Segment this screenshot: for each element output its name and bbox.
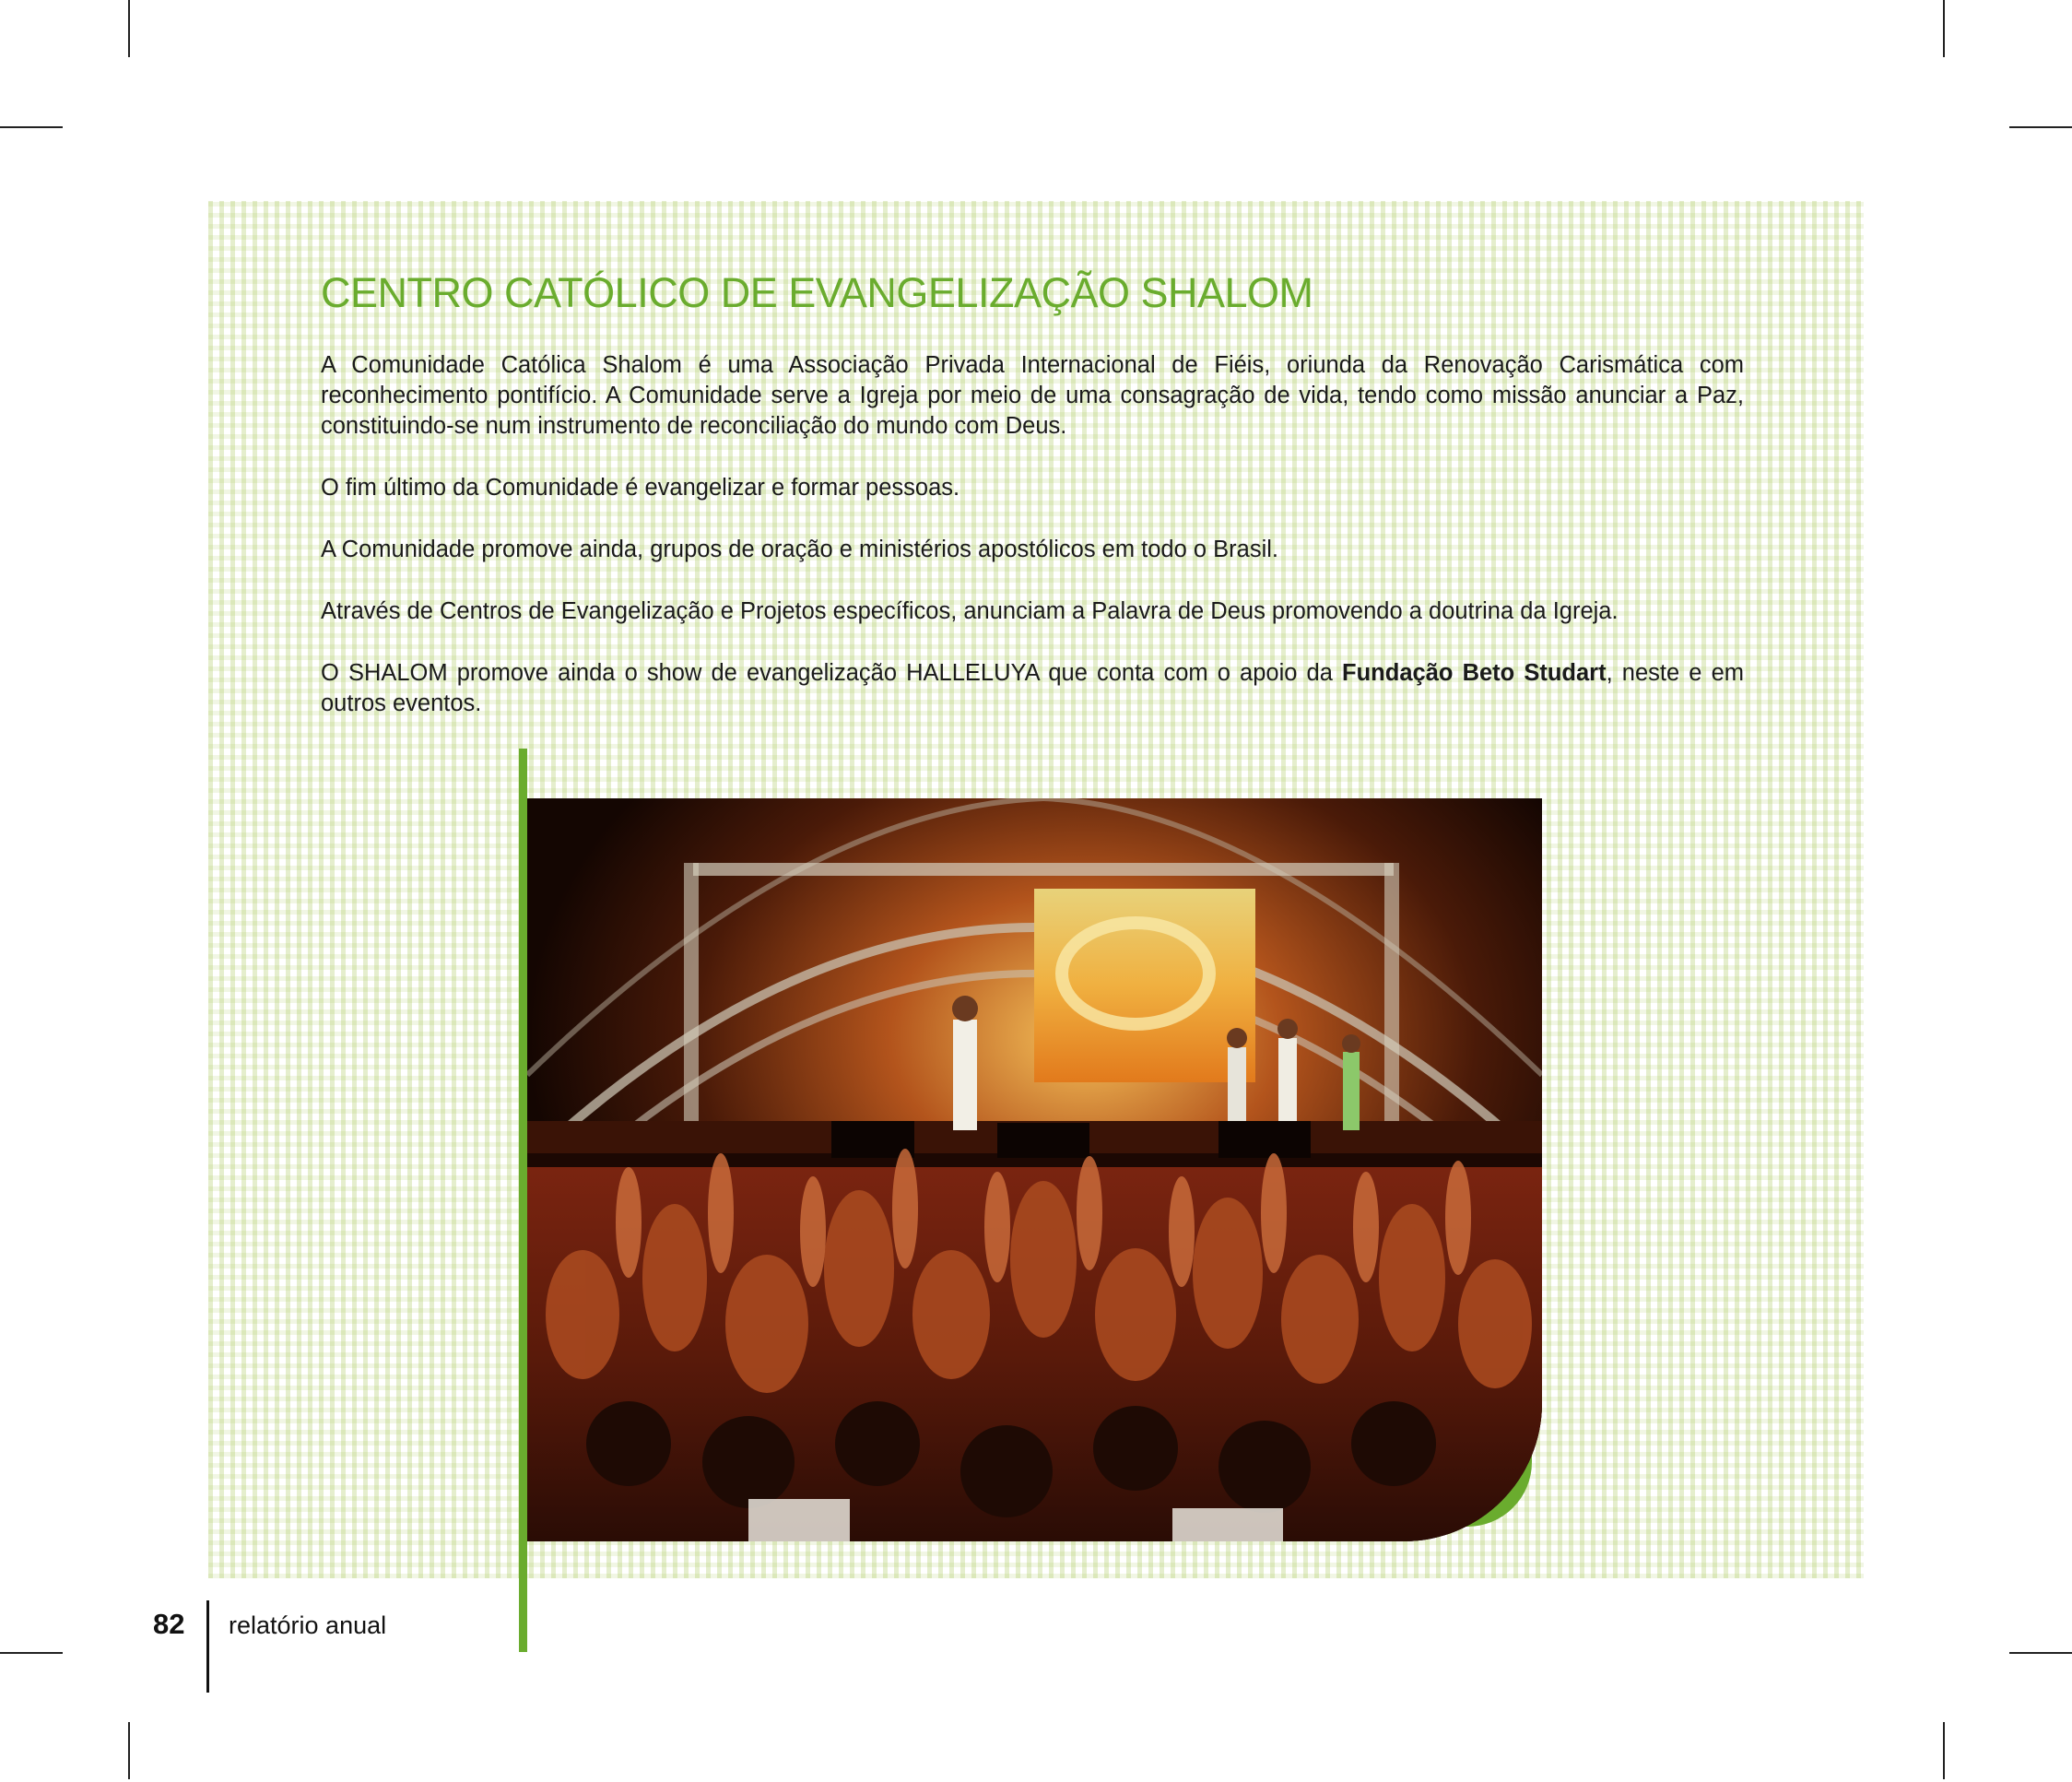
crop-mark-top-right — [1943, 0, 1945, 57]
concert-photo-illustration — [527, 798, 1542, 1541]
crop-mark-top-left-horizontal — [0, 126, 63, 128]
paragraph-goal: O fim último da Comunidade é evangelizar e formar pessoas. — [321, 475, 960, 501]
crop-mark-bottom-left-horizontal — [0, 1652, 63, 1654]
paragraph-prayer-groups: A Comunidade promove ainda, grupos de oração e ministérios apostólicos em todo o Brasil. — [321, 537, 1278, 562]
concert-photo — [527, 798, 1542, 1541]
paragraph-centers: Através de Centros de Evangelização e Projetos específicos, anunciam a Palavra de Deus promovendo a doutrina da Igreja. — [321, 598, 1619, 624]
accent-bar — [519, 749, 527, 1652]
foundation-name: Fundação Beto Studart — [1342, 660, 1607, 686]
paragraph-halleluya-start: O SHALOM promove ainda o show de evangelização HALLELUYA que conta com o apoio da — [321, 660, 1343, 686]
paragraph-intro: A Comunidade Católica Shalom é uma Associação Privada Internacional de Fiéis, oriunda da Renovação Carismática com reconhecimento pontifício. A Comunidade serve a Igreja por meio de uma consagração de vida, tendo como missão anunciar a Paz, constituindo-se num instrumento de reconciliação do mundo com Deus. — [321, 352, 1744, 439]
crop-mark-bottom-left — [128, 1722, 130, 1779]
crop-mark-bottom-right-horizontal — [2009, 1652, 2072, 1654]
footer-divider — [206, 1600, 209, 1693]
crop-mark-top-right-horizontal — [2009, 126, 2072, 128]
footer-label: relatório anual — [229, 1611, 387, 1639]
crop-mark-top-left — [128, 0, 130, 57]
page-number: 82 — [153, 1608, 185, 1640]
paragraph-halleluya-end: , neste e em outros eventos. — [321, 660, 1744, 716]
article-body — [321, 350, 1744, 750]
paragraph-halleluya — [321, 658, 1744, 719]
page-title: CENTRO CATÓLICO DE EVANGELIZAÇÃO SHALOM — [321, 269, 1313, 316]
crop-mark-bottom-right — [1943, 1722, 1945, 1779]
